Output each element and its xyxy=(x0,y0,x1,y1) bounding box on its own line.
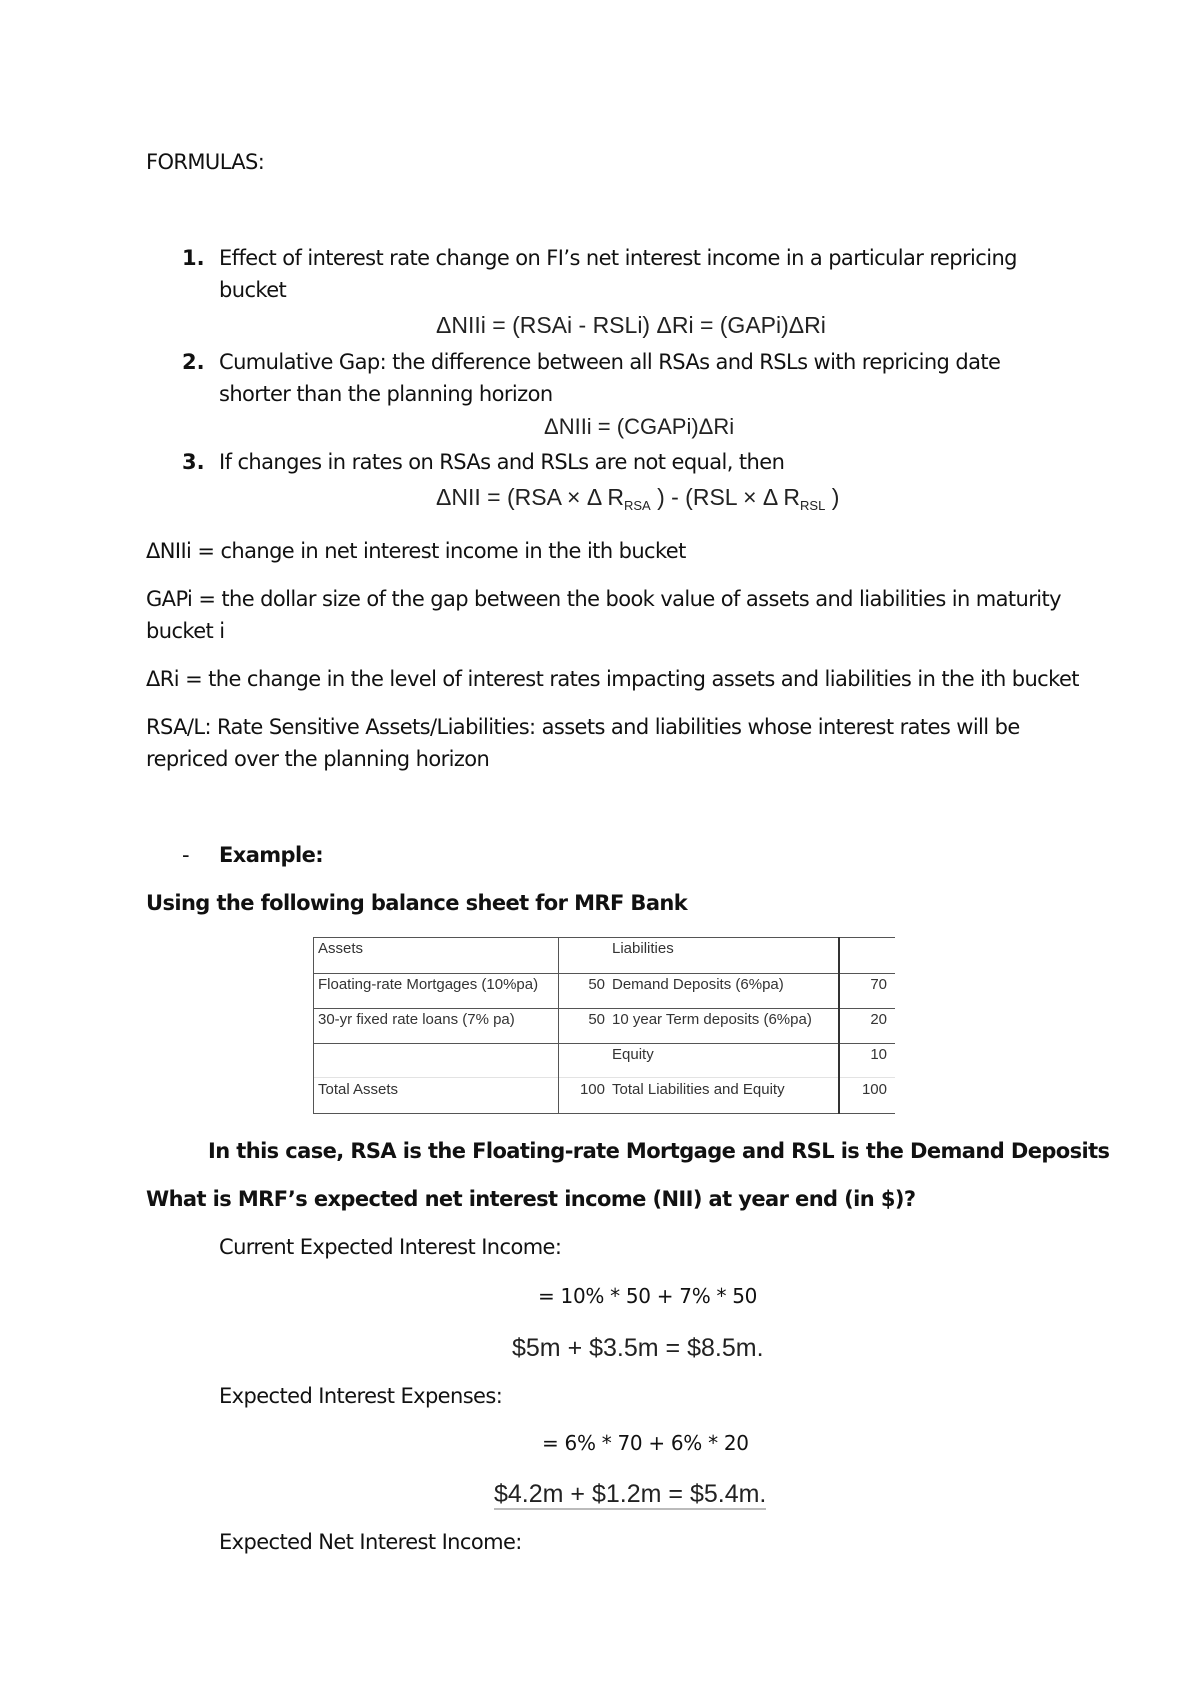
example-label: Example: xyxy=(219,843,324,867)
formula-3-equation: ΔNII = (RSA × Δ $R_{RSA}$ ) - (RSL × Δ $R_{RSL}$ ) xyxy=(436,484,840,513)
table-header-assets: Assets xyxy=(318,940,364,957)
formula-3-text-line1: If changes in rates on RSAs and RSLs are not equal, then xyxy=(219,450,785,474)
table-row-2-asset-value: 50 xyxy=(588,1011,605,1028)
table-row-4-liability-value: 100 xyxy=(861,1081,887,1098)
balance-sheet-table xyxy=(313,937,895,1114)
table-header-liabilities: Liabilities xyxy=(612,940,674,957)
income-equation: = 10% * 50 + 7% * 50 xyxy=(538,1284,758,1308)
table-row-1-liability-value: 70 xyxy=(870,976,887,993)
table-row-3-liability: Equity xyxy=(612,1046,654,1063)
table-row-3-liability-value: 10 xyxy=(870,1046,887,1063)
table-row-4-asset: Total Assets xyxy=(318,1081,399,1098)
formula-2-text-line2: shorter than the planning horizon xyxy=(219,382,553,406)
table-row-2-asset: 30-yr fixed rate loans (7% pa) xyxy=(318,1011,515,1028)
table-row-1-asset: Floating-rate Mortgages (10%pa) xyxy=(318,976,539,993)
expense-label: Expected Interest Expenses: xyxy=(219,1384,503,1408)
income-result: $5m + $3.5m = $8.5m. xyxy=(512,1334,764,1362)
formula-1-equation: ΔNIIi = (RSAi - RSLi) ΔRi = (GAPi)ΔRi xyxy=(436,312,826,338)
table-row-1-liability: Demand Deposits (6%pa) xyxy=(612,976,784,993)
definition-gap-line1: GAPi = the dollar size of the gap between the book value of assets and liabilities in maturity xyxy=(146,587,1061,611)
definition-dri: ΔRi = the change in the level of interest rates impacting assets and liabilities in the ith bucket xyxy=(146,667,1079,691)
formula-2-text-line1: Cumulative Gap: the difference between all RSAs and RSLs with repricing date xyxy=(219,350,1001,374)
expense-equation: = 6% * 70 + 6% * 20 xyxy=(542,1431,749,1455)
example-intro: Using the following balance sheet for MRF Bank xyxy=(146,891,688,915)
table-row-4-asset-value: 100 xyxy=(579,1081,605,1098)
definition-rsa-line2: repriced over the planning horizon xyxy=(146,747,490,771)
formulas-heading: FORMULAS: xyxy=(146,150,265,174)
case-note: In this case, RSA is the Floating-rate Mortgage and RSL is the Demand Deposits xyxy=(208,1139,1110,1163)
formula-2-number: 2. xyxy=(182,350,205,374)
question: What is MRF’s expected net interest income (NII) at year end (in $)? xyxy=(146,1187,916,1211)
table-row-2-liability-value: 20 xyxy=(870,1011,887,1028)
table-row-2-liability: 10 year Term deposits (6%pa) xyxy=(612,1011,812,1028)
formula-2-equation: ΔNIIi = (CGAPi)ΔRi xyxy=(544,414,735,439)
formula-1-text-line2: bucket xyxy=(219,278,287,302)
formula-1-number: 1. xyxy=(182,246,205,270)
formula-3-number: 3. xyxy=(182,450,205,474)
nii-label: Expected Net Interest Income: xyxy=(219,1530,522,1554)
formula-1-text-line1: Effect of interest rate change on FI’s net interest income in a particular repricing xyxy=(219,246,1017,270)
definition-dnii: ΔNIIi = change in net interest income in the ith bucket xyxy=(146,539,686,563)
example-dash: - xyxy=(182,843,189,867)
table-row-1-asset-value: 50 xyxy=(588,976,605,993)
definition-rsa-line1: RSA/L: Rate Sensitive Assets/Liabilities: assets and liabilities whose interest rates will be xyxy=(146,715,1020,739)
income-label: Current Expected Interest Income: xyxy=(219,1235,562,1259)
definition-gap-line2: bucket i xyxy=(146,619,225,643)
expense-result: $4.2m + $1.2m = $5.4m. xyxy=(494,1480,767,1508)
table-row-4-liability: Total Liabilities and Equity xyxy=(612,1081,785,1098)
